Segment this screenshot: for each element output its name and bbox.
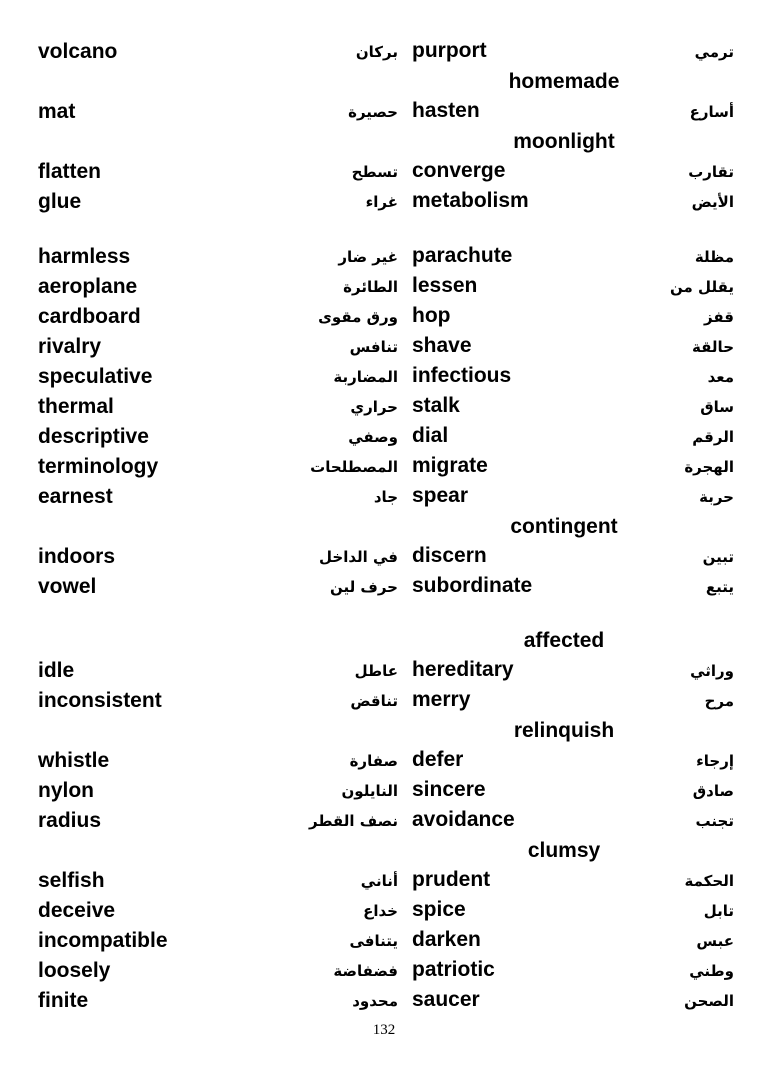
list-item <box>38 98 734 126</box>
list-item <box>38 363 734 391</box>
english-word: dial <box>412 424 449 447</box>
list-item <box>38 273 734 301</box>
heading-word: affected <box>523 629 605 652</box>
english-word: migrate <box>412 454 488 477</box>
arabic-translation: حصيرة <box>348 103 398 121</box>
arabic-translation: في الداخل <box>319 548 398 566</box>
arabic-translation: النايلون <box>341 782 398 800</box>
arabic-translation: الأيض <box>691 193 734 211</box>
english-word: hop <box>412 304 451 327</box>
english-word: prudent <box>412 868 491 891</box>
english-word: whistle <box>38 749 110 772</box>
arabic-translation: تسطح <box>351 163 398 181</box>
english-word: purport <box>412 39 487 62</box>
list-item <box>38 657 734 685</box>
arabic-translation: الصحن <box>684 992 734 1010</box>
list-item <box>38 777 734 805</box>
english-word: speculative <box>38 365 153 388</box>
list-item <box>38 687 734 715</box>
english-word: idle <box>38 659 75 682</box>
english-word: metabolism <box>412 189 529 212</box>
english-word: lessen <box>412 274 478 297</box>
english-word: earnest <box>38 485 113 508</box>
heading-word: contingent <box>510 515 618 538</box>
english-word: vowel <box>38 575 97 598</box>
arabic-translation: الهجرة <box>684 458 734 476</box>
english-word: aeroplane <box>38 275 138 298</box>
english-word: sincere <box>412 778 486 801</box>
arabic-translation: يتنافى <box>349 932 398 950</box>
arabic-translation: وطني <box>689 962 734 980</box>
arabic-translation: الرقم <box>692 428 734 446</box>
list-item <box>38 987 734 1015</box>
arabic-translation: مظلة <box>694 248 734 266</box>
list-item <box>38 747 734 775</box>
arabic-translation: وصفي <box>348 428 398 446</box>
english-word: stalk <box>412 394 460 417</box>
arabic-translation: المصطلحات <box>310 458 398 476</box>
arabic-translation: مرح <box>704 692 734 710</box>
list-item <box>38 897 734 925</box>
arabic-translation: حربة <box>699 488 734 506</box>
arabic-translation: حرف لين <box>329 578 398 596</box>
english-word: converge <box>412 159 506 182</box>
english-word: loosely <box>38 959 111 982</box>
english-word: patriotic <box>412 958 495 981</box>
list-item <box>38 543 734 571</box>
arabic-translation: تجنب <box>695 812 734 830</box>
arabic-translation: أسارع <box>689 103 734 121</box>
arabic-translation: تقارب <box>688 163 734 181</box>
english-word: subordinate <box>412 574 533 597</box>
arabic-translation: عاطل <box>354 662 398 680</box>
arabic-translation: أناني <box>360 872 398 890</box>
english-word: saucer <box>412 988 480 1011</box>
list-item <box>38 303 734 331</box>
arabic-translation: ورق مقوى <box>318 308 398 326</box>
english-word: spice <box>412 898 466 921</box>
list-item <box>38 957 734 985</box>
english-word: mat <box>38 100 76 123</box>
list-item <box>38 38 734 66</box>
english-word: selfish <box>38 869 105 892</box>
english-word: infectious <box>412 364 512 387</box>
arabic-translation: نصف القطر <box>308 812 398 830</box>
arabic-translation: الحكمة <box>684 872 734 890</box>
english-word: indoors <box>38 545 115 568</box>
english-word: glue <box>38 190 82 213</box>
english-word: finite <box>38 989 89 1012</box>
english-word: incompatible <box>38 929 168 952</box>
list-item <box>38 188 734 216</box>
arabic-translation: جاد <box>373 488 398 506</box>
arabic-translation: تبين <box>702 548 734 566</box>
arabic-translation: عبس <box>696 932 734 950</box>
arabic-translation: تناقض <box>350 692 398 710</box>
arabic-translation: حالقة <box>692 338 734 356</box>
english-word: flatten <box>38 160 101 183</box>
arabic-translation: معد <box>707 368 734 386</box>
list-item <box>38 158 734 186</box>
english-word: harmless <box>38 245 131 268</box>
english-word: merry <box>412 688 471 711</box>
arabic-translation: غير ضار <box>338 248 398 266</box>
arabic-translation: يقلل من <box>670 278 734 296</box>
english-word: defer <box>412 748 464 771</box>
arabic-translation: تابل <box>703 902 734 920</box>
english-word: hereditary <box>412 658 514 681</box>
english-word: volcano <box>38 40 118 63</box>
english-word: parachute <box>412 244 513 267</box>
english-word: thermal <box>38 395 114 418</box>
arabic-translation: خداع <box>363 902 398 920</box>
arabic-translation: تنافس <box>349 338 398 356</box>
arabic-translation: فضفاضة <box>333 962 398 980</box>
arabic-translation: قفز <box>704 308 734 326</box>
english-word: hasten <box>412 99 480 122</box>
list-item <box>38 243 734 271</box>
arabic-translation: صفارة <box>349 752 398 770</box>
arabic-translation: محدود <box>352 992 398 1010</box>
page-number: 132 <box>372 1022 396 1038</box>
english-word: inconsistent <box>38 689 162 712</box>
english-word: avoidance <box>412 808 515 831</box>
arabic-translation: إرجاء <box>696 752 734 770</box>
list-item <box>38 423 734 451</box>
arabic-translation: ساق <box>700 398 734 416</box>
list-item <box>38 867 734 895</box>
heading-word: relinquish <box>513 719 615 742</box>
english-word: darken <box>412 928 481 951</box>
english-word: deceive <box>38 899 116 922</box>
english-word: nylon <box>38 779 94 802</box>
list-item <box>38 807 734 835</box>
list-item <box>38 333 734 361</box>
heading-word: moonlight <box>513 130 615 153</box>
english-word: descriptive <box>38 425 149 448</box>
list-item <box>38 927 734 955</box>
english-word: terminology <box>38 455 159 478</box>
arabic-translation: صادق <box>692 782 734 800</box>
arabic-translation: غراء <box>365 193 398 211</box>
arabic-translation: يتبع <box>705 578 734 596</box>
english-word: shave <box>412 334 472 357</box>
arabic-translation: الطائرة <box>343 278 398 296</box>
english-word: spear <box>412 484 469 507</box>
heading-word: homemade <box>508 70 620 93</box>
list-item <box>38 483 734 511</box>
english-word: rivalry <box>38 335 102 358</box>
arabic-translation: ترمي <box>694 43 734 61</box>
english-word: discern <box>412 544 487 567</box>
list-item <box>38 453 734 481</box>
english-word: cardboard <box>38 305 141 328</box>
list-item <box>38 573 734 601</box>
arabic-translation: وراثي <box>690 662 734 680</box>
list-item <box>38 393 734 421</box>
english-word: radius <box>38 809 102 832</box>
heading-word: clumsy <box>527 839 601 862</box>
arabic-translation: حراري <box>350 398 398 416</box>
arabic-translation: المضاربة <box>333 368 398 386</box>
arabic-translation: بركان <box>355 43 398 61</box>
